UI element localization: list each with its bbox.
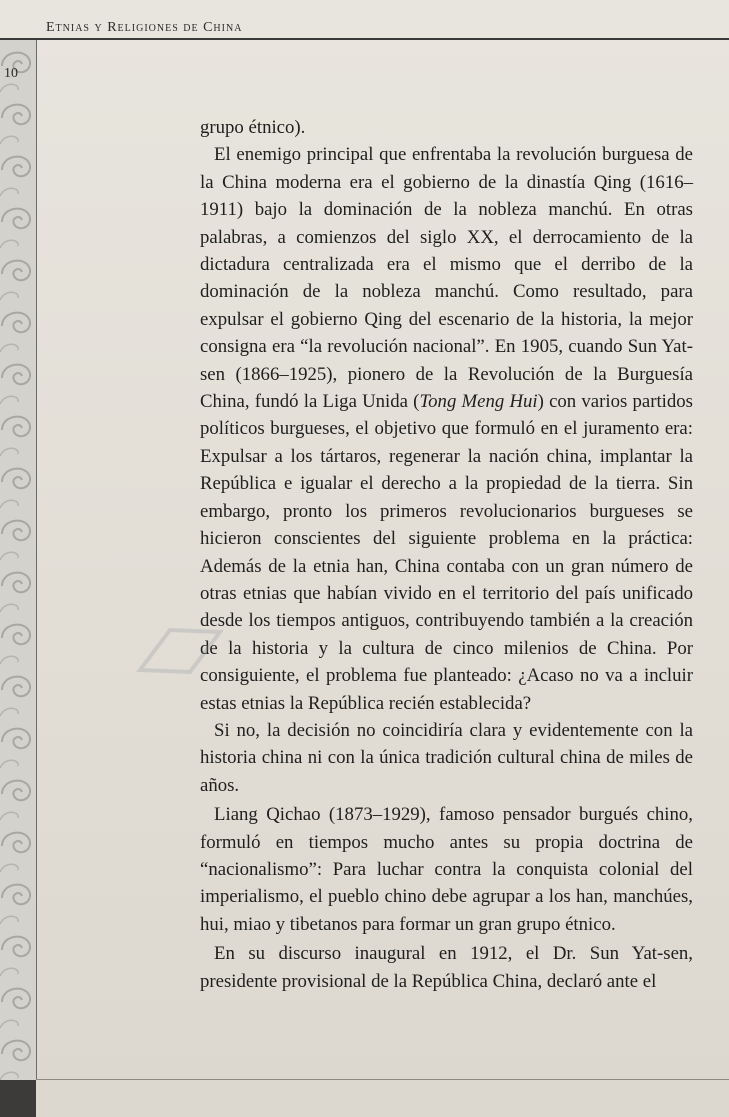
- watermark-logo-icon: [130, 620, 240, 680]
- book-spine-edge: [0, 1080, 36, 1117]
- swirl-pattern-icon: [0, 40, 36, 1080]
- paragraph-enemy: [200, 141, 693, 717]
- footer-rule: [36, 1079, 729, 1080]
- paragraph-text-cont: ) con varios partidos políticos burgueses, el objetivo que formuló en el juramento era: Expulsar a los tártaros, regenerar la nación china, implantar la República e igualar el derecho a la propiedad de la tierra. Sin embargo, pronto los primeros revolucionarios burgueses se hicieron conscientes del siguiente problema en la práctica: Además de la etnia han, China contaba con un gran número de otras etnias que habían vivido en el territorio del país unificado desde los tiempos antiguos, contribuyendo también a la creación de la historia y la cultura de cinco milenios de China. Por consiguiente, el problema fue planteado: ¿Acaso no va a incluir estas etnias la República recién establecida?: [200, 391, 693, 714]
- paragraph-liang: Liang Qichao (1873–1929), famoso pensador burgués chino, formuló en tiempos mucho antes su propia doctrina de “nacionalismo”: Para luchar contra la conquista colonial del imperialismo, el pueblo chino debe agrupar a los han, manchúes, hui, miao y tibetanos para formar un gran grupo étnico.: [200, 804, 693, 935]
- paragraph-continuation: grupo étnico).: [200, 117, 306, 138]
- paragraph-decision: Si no, la decisión no coincidiría clara y evidentemente con la historia china ni con la única tradición cultural china de miles de años.: [200, 719, 693, 796]
- paragraph-text: El enemigo principal que enfrentaba la revolución burguesa de la China moderna era el gobierno de la dinastía Qing (1616–1911) bajo la dominación de la nobleza manchú. En otras palabras, a comienzos del siglo XX, el derrocamiento de la dictadura centralizada era el mismo que el derribo de la dominación de la nobleza manchú. Como resultado, para expulsar el gobierno Qing del escenario de la historia, la mejor consigna era “la revolución nacional”. En 1905, cuando Sun Yat-sen (1866–1925), pionero de la Revolución de la Burguesía China, fundó la Liga Unida (: [200, 144, 693, 413]
- header-rule: [0, 38, 729, 40]
- page-number: 10: [4, 66, 18, 81]
- body-text: [200, 114, 693, 995]
- italic-term: Tong Meng Hui: [419, 391, 538, 413]
- decorative-side-border: [0, 40, 37, 1080]
- running-header-title: Etnias y Religiones de China: [46, 20, 243, 35]
- paragraph-sun: En su discurso inaugural en 1912, el Dr. Sun Yat-sen, presidente provisional de la República China, declaró ante el: [200, 943, 693, 992]
